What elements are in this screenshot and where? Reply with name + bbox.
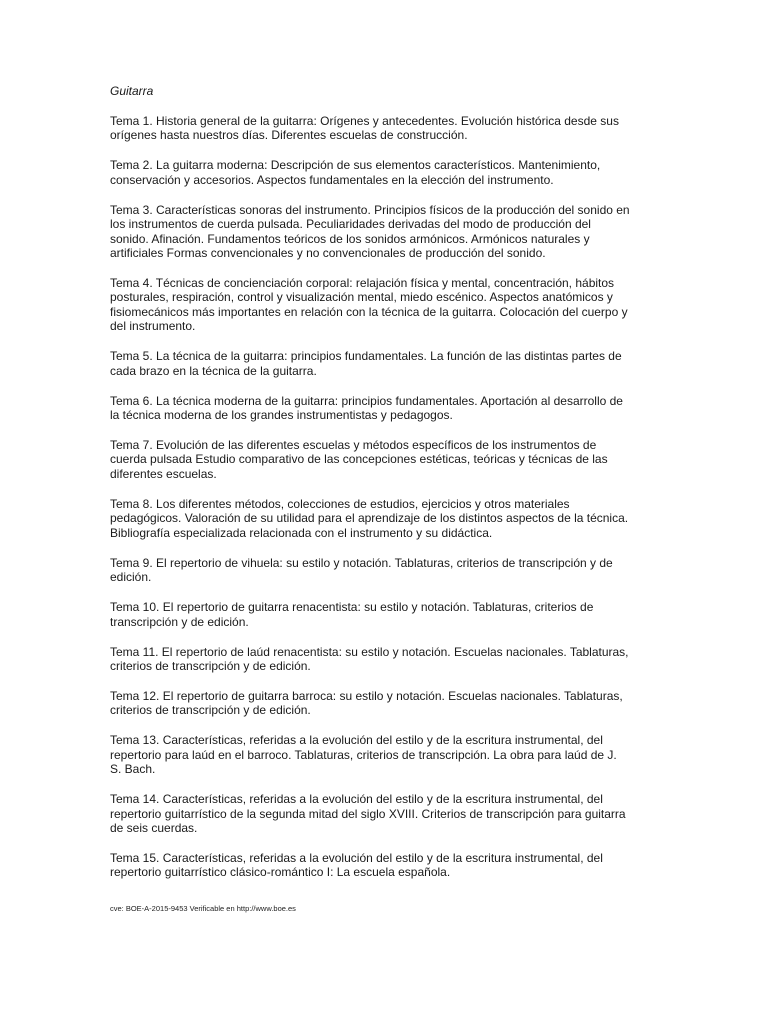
tema-2: Tema 2. La guitarra moderna: Descripción de sus elementos característicos. Mantenimiento, conservación y accesorios. Aspectos fundamentales en la elección del instrumento.	[110, 158, 601, 187]
tema-6: Tema 6. La técnica moderna de la guitarra: principios fundamentales. Aportación al desarrollo de la técnica moderna de los grandes instrumentistas y pedagogos.	[110, 393, 623, 423]
tema-5: Tema 5. La técnica de la guitarra: principios fundamentales. La función de las distintas partes de cada brazo en la técnica de la guitarra.	[110, 349, 622, 378]
tema-3: Tema 3. Características sonoras del instrumento. Principios físicos de la producción del sonido en los instrumentos de cuerda pulsada. Peculiaridades derivadas del modo de producción del sonido. Afinación. Fundamentos teóricos de los sonidos armónicos. Armónicos naturales y artificiales Formas convencionales y no convencionales de producción del sonido.	[110, 202, 630, 261]
document-footer: cve: BOE-A-2015-9453 Verificable en http://www.boe.es	[110, 904, 296, 913]
document-title: Guitarra	[110, 84, 154, 98]
tema-14: Tema 14. Características, referidas a la evolución del estilo y de la escritura instrumental, del repertorio guitarrístico de la segunda mitad del siglo XVIII. Criterios de transcripción para guitarra de seis cuerdas.	[110, 792, 626, 835]
tema-10: Tema 10. El repertorio de guitarra renacentista: su estilo y notación. Tablaturas, criterios de transcripción y de edición.	[110, 600, 594, 629]
tema-9: Tema 9. El repertorio de vihuela: su estilo y notación. Tablaturas, criterios de transcripción y de edición.	[110, 555, 613, 585]
tema-1: Tema 1. Historia general de la guitarra: Orígenes y antecedentes. Evolución histórica desde sus orígenes hasta nuestros días. Diferentes escuelas de construcción.	[110, 114, 619, 143]
document-page	[110, 84, 630, 895]
tema-8: Tema 8. Los diferentes métodos, colecciones de estudios, ejercicios y otros materiales pedagógicos. Valoración de su utilidad para el aprendizaje de los distintos aspectos de la técnica. Bibliografía especializada relacionada con el instrumento y su didáctica.	[110, 496, 629, 540]
tema-11: Tema 11. El repertorio de laúd renacentista: su estilo y notación. Escuelas nacionales. Tablaturas, criterios de transcripción y de edición.	[110, 644, 629, 673]
tema-4: Tema 4. Técnicas de concienciación corporal: relajación física y mental, concentración, hábitos posturales, respiración, control y visualización mental, miedo escénico. Aspectos anatómicos y fisiomecánicos más importantes en relación con la técnica de la guitarra. Colocación del cuerpo y del instrumento.	[110, 276, 628, 334]
tema-15: Tema 15. Características, referidas a la evolución del estilo y de la escritura instrumental, del repertorio guitarrístico clásico-romántico I: La escuela española.	[110, 850, 603, 880]
tema-7: Tema 7. Evolución de las diferentes escuelas y métodos específicos de los instrumentos de cuerda pulsada Estudio comparativo de las concepciones estéticas, teóricas y técnicas de las diferentes escuelas.	[110, 438, 608, 481]
tema-13: Tema 13. Características, referidas a la evolución del estilo y de la escritura instrumental, del repertorio para laúd en el barroco. Tablaturas, criterios de transcripción. La obra para laúd de J. S. Bach.	[110, 733, 617, 777]
tema-12: Tema 12. El repertorio de guitarra barroca: su estilo y notación. Escuelas nacionales. Tablaturas, criterios de transcripción y de edición.	[110, 688, 623, 718]
